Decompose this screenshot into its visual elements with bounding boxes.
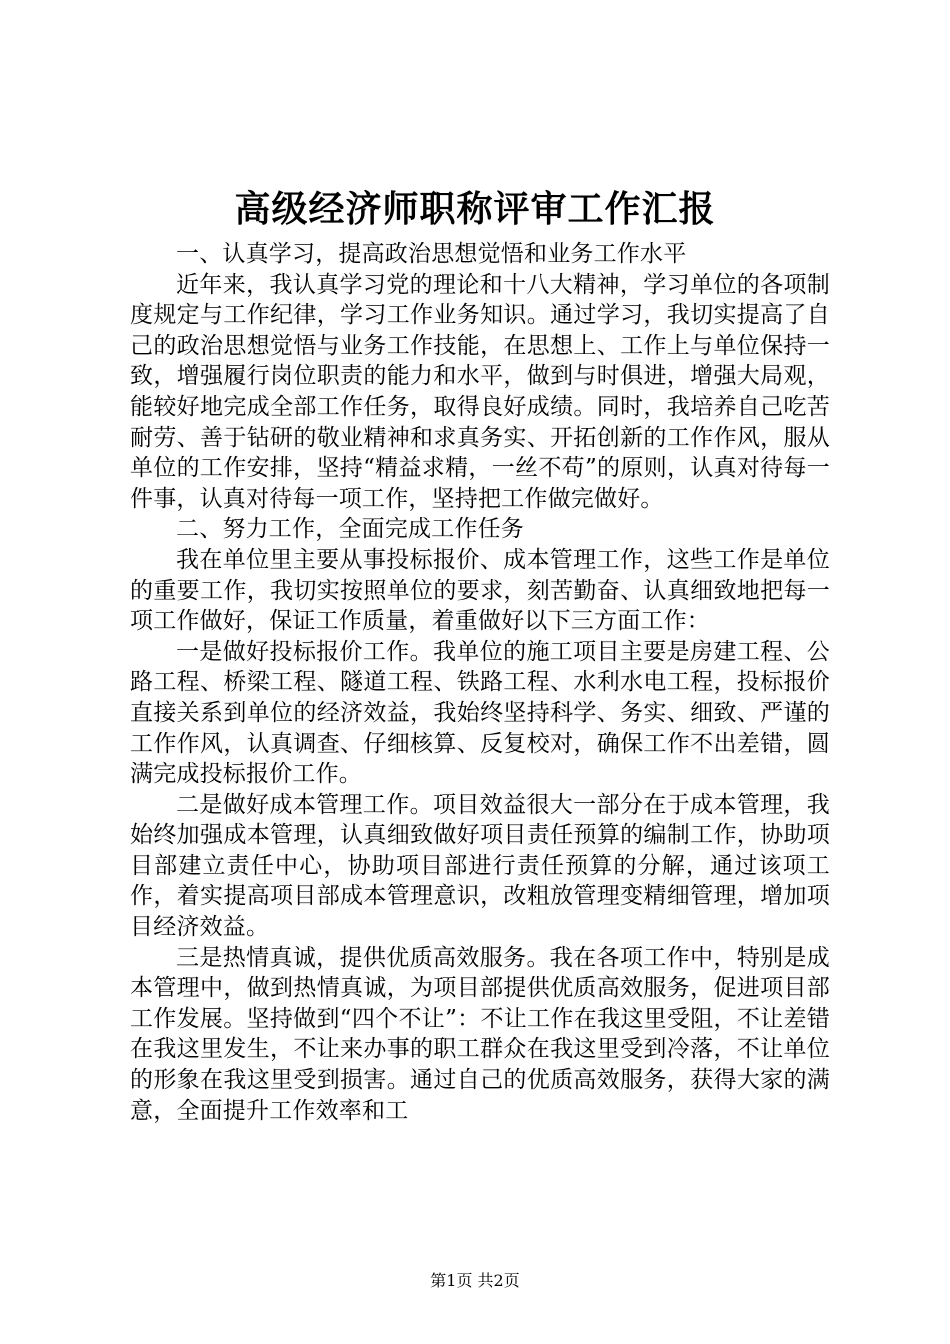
document-title: 高级经济师职称评审工作汇报	[234, 188, 716, 230]
body-paragraph: 三是热情真诚，提供优质高效服务。我在各项工作中，特别是成本管理中，做到热情真诚，为项目部提供优质高效服务，促进项目部工作发展。坚持做到“四个不让”：不让工作在我这里受阻，不让差错在我这里发生，不让来办事的职工群众在我这里受到冷落，不让单位的形象在我这里受到损害。通过自己的优质高效服务，获得大家的满意，全面提升工作效率和工	[130, 944, 830, 1124]
body-paragraph: 我在单位里主要从事投标报价、成本管理工作，这些工作是单位的重要工作，我切实按照单位的要求，刻苦勤奋、认真细致地把每一项工作做好，保证工作质量，着重做好以下三方面工作：	[130, 546, 830, 635]
section-heading: 二、努力工作，全面完成工作任务	[176, 516, 524, 543]
page-number-footer: 第1页 共2页	[430, 1271, 520, 1290]
body-paragraph: 近年来，我认真学习党的理论和十八大精神，学习单位的各项制度规定与工作纪律，学习工作业务知识。通过学习，我切实提高了自己的政治思想觉悟与业务工作技能，在思想上、工作上与单位保持一致，增强履行岗位职责的能力和水平，做到与时俱进，增强大局观，能较好地完成全部工作任务，取得良好成绩。同时，我培养自己吃苦耐劳、善于钻研的敬业精神和求真务实、开拓创新的工作作风，服从单位的工作安排，坚持“精益求精，一丝不苟”的原则，认真对待每一件事，认真对待每一项工作，坚持把工作做完做好。	[130, 271, 830, 512]
section-heading: 一、认真学习，提高政治思想觉悟和业务工作水平	[176, 241, 687, 267]
body-paragraph: 二是做好成本管理工作。项目效益很大一部分在于成本管理，我始终加强成本管理，认真细致做好项目责任预算的编制工作，协助项目部建立责任中心，协助项目部进行责任预算的分解，通过该项工作，着实提高项目部成本管理意识，改粗放管理变精细管理，增加项目经济效益。	[130, 791, 830, 941]
body-paragraph: 一是做好投标报价工作。我单位的施工项目主要是房建工程、公路工程、桥梁工程、隧道工程、铁路工程、水利水电工程，投标报价直接关系到单位的经济效益，我始终坚持科学、务实、细致、严谨的工作作风，认真调查、仔细核算、反复校对，确保工作不出差错，圆满完成投标报价工作。	[130, 638, 830, 788]
document-body	[130, 239, 830, 1126]
